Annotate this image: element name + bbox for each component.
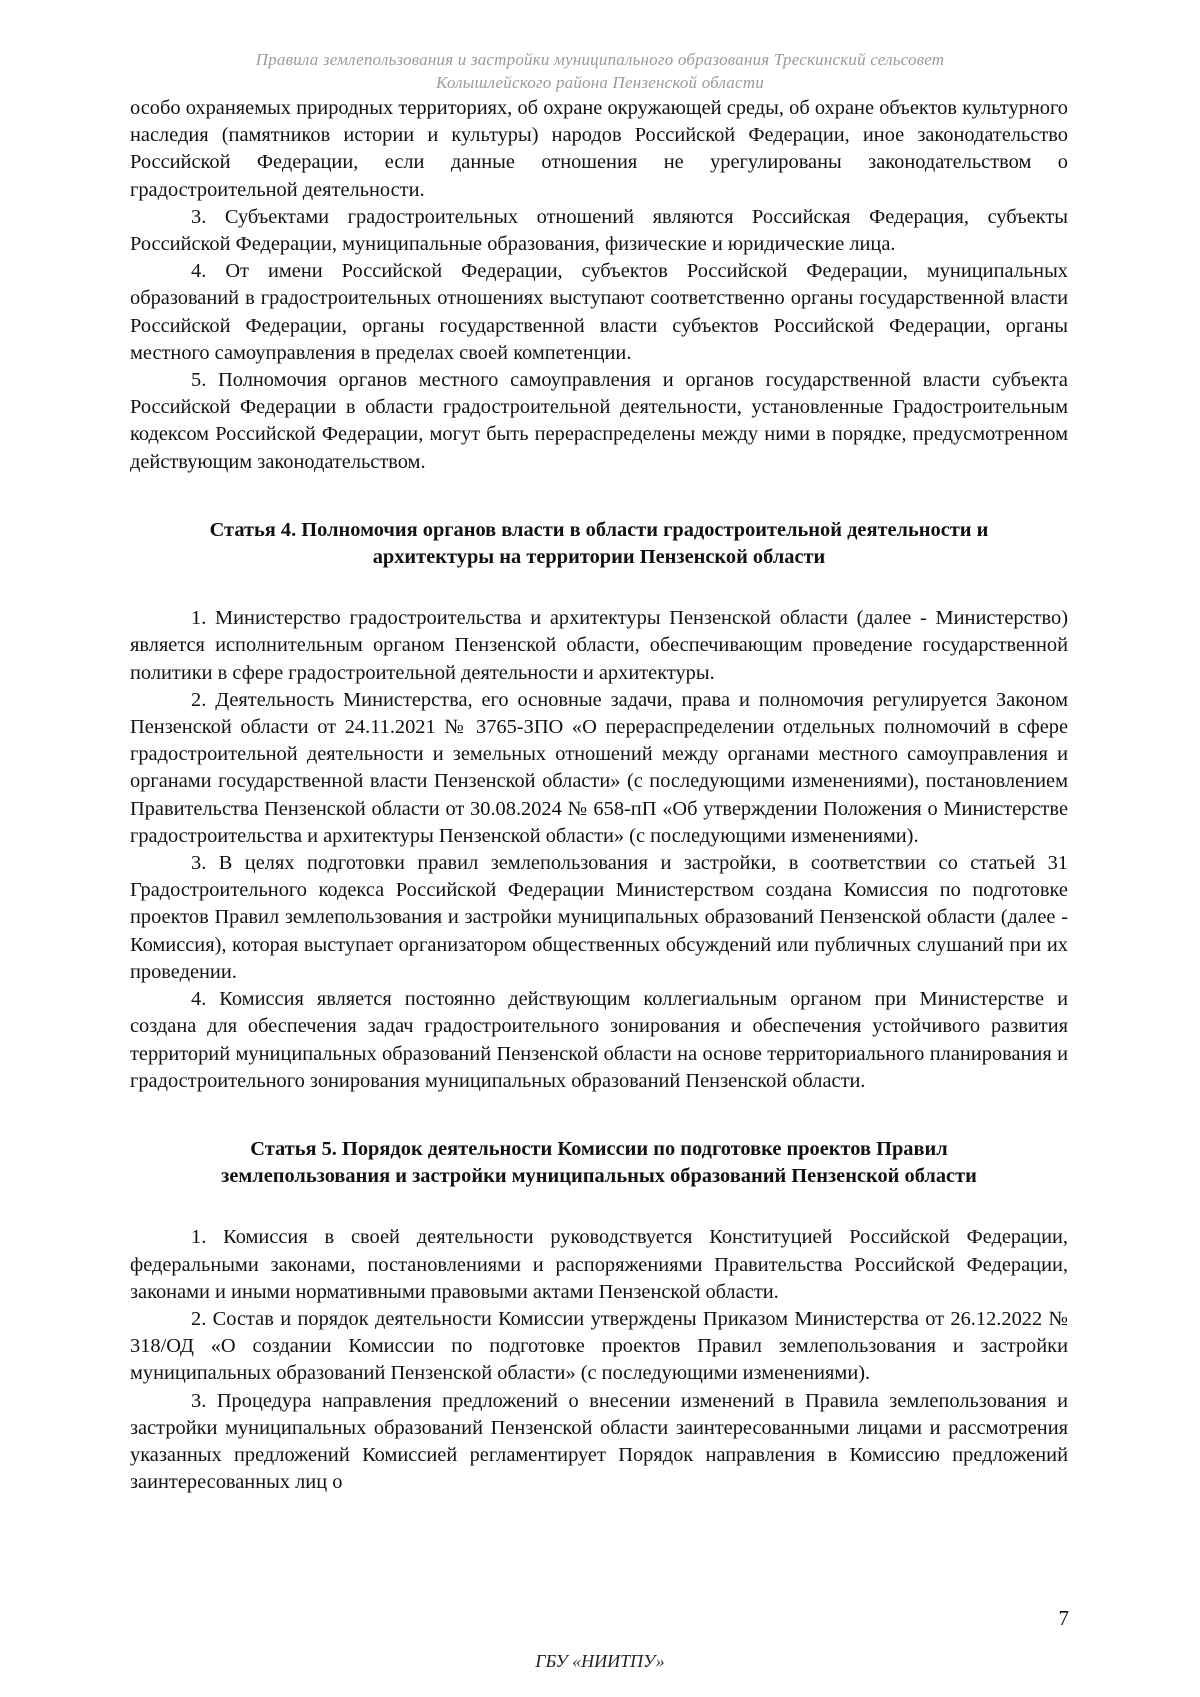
article-5-paragraph-2: 2. Состав и порядок деятельности Комиссии утверждены Приказом Министерства от 26.12.2022 № 318/ОД «О создании Комиссии по подготовке проектов Правил землепользования и застройки муниципальных образований Пензенской области» (с последующими изменениями). [130, 1307, 1068, 1385]
article-4-heading [130, 517, 1068, 571]
article-4-paragraph-1: 1. Министерство градостроительства и архитектуры Пензенской области (далее - Министерство) является исполнительным органом Пензенской области, обеспечивающим проведение государственной политики в сфере градостроительной деятельности и архитектуры. [130, 607, 1068, 684]
article-5-paragraph-1: 1. Комиссия в своей деятельности руководствуется Конституцией Российской Федерации, федеральными законами, постановлениями и распоряжениями Правительства Российской Федерации, законами и иными нормативными правовыми актами Пензенской области. [130, 1226, 1068, 1303]
paragraph-item-4: 4. От имени Российской Федерации, субъектов Российской Федерации, муниципальных образований в градостроительных отношениях выступают соответственно органы государственной власти Российской Федерации, органы государственной власти субъектов Российской Федерации, органы местного самоуправления в пределах своей компетенции. [130, 260, 1068, 364]
paragraph-item-3: 3. Субъектами градостроительных отношений являются Российская Федерация, субъекты Российской Федерации, муниципальные образования, физические и юридические лица. [130, 205, 1068, 256]
header-line-1: Правила землепользования и застройки муниципального образования Трескинский сельсовет [255, 50, 945, 69]
article-5-paragraph-3: 3. Процедура направления предложений о внесении изменений в Правила землепользования и застройки муниципальных образований Пензенской области заинтересованными лицами и рассмотрения указанных предложений Комиссией регламентирует Порядок направления в Комиссию предложений заинтересованных лиц о [130, 1389, 1068, 1494]
paragraph-continuation: особо охраняемых природных территориях, об охране окружающей среды, об охране объектов культурного наследия (памятников истории и культуры) народов Российской Федерации, иное законодательство Российской Федерации, если данные отношения не урегулированы законодательством о градостроительной деятельности. [130, 97, 1068, 201]
article-4-paragraph-2: 2. Деятельность Министерства, его основные задачи, права и полномочия регулируется Законом Пензенской области от 24.11.2021 № 3765-ЗПО «О перераспределении отдельных полномочий в сфере градостроительной деятельности и земельных отношений между органами местного самоуправления и органами государственной власти Пензенской области» (с последующими изменениями), постановлением Правительства Пензенской области от 30.08.2024 № 658-пП «Об утверждении Положения о Министерстве градостроительства и архитектуры Пензенской области» (с последующими изменениями). [130, 688, 1068, 847]
article-5-heading-line-1: Статья 5. Порядок деятельности Комиссии по подготовке проектов Правил [250, 1137, 948, 1160]
paragraph-item-5: 5. Полномочия органов местного самоуправления и органов государственной власти субъекта Российской Федерации в области градостроительной деятельности, установленные Градостроительным кодексом Российской Федерации, могут быть перераспределены между ними в порядке, предусмотренном действующим законодательством. [130, 369, 1068, 473]
article-5-heading-line-2: землепользования и застройки муниципальных образований Пензенской области [221, 1165, 977, 1188]
document-body [130, 95, 1068, 1496]
page-number: 7 [1058, 1606, 1069, 1630]
article-4-heading-line-2: архитектуры на территории Пензенской области [372, 546, 826, 569]
running-header [130, 48, 1070, 94]
article-4-paragraph-4: 4. Комиссия является постоянно действующим коллегиальным органом при Министерстве и создана для обеспечения задач градостроительного зонирования и обеспечения устойчивого развития территорий муниципальных образований Пензенской области на основе территориального планирования и градостроительного зонирования муниципальных образований Пензенской области. [130, 988, 1068, 1092]
article-4-heading-line-1: Статья 4. Полномочия органов власти в области градостроительной деятельности и [209, 518, 989, 541]
header-line-2: Колышлейского района Пензенской области [436, 73, 764, 92]
article-5-heading [130, 1136, 1068, 1190]
article-4-paragraph-3: 3. В целях подготовки правил землепользования и застройки, в соответствии со статьей 31 Градостроительного кодекса Российской Федерации Министерством создана Комиссия по подготовке проектов Правил землепользования и застройки муниципальных образований Пензенской области (далее - Комиссия), которая выступает организатором общественных обсуждений или публичных слушаний при их проведении. [130, 852, 1068, 983]
running-footer: ГБУ «НИИТПУ» [535, 1651, 665, 1671]
